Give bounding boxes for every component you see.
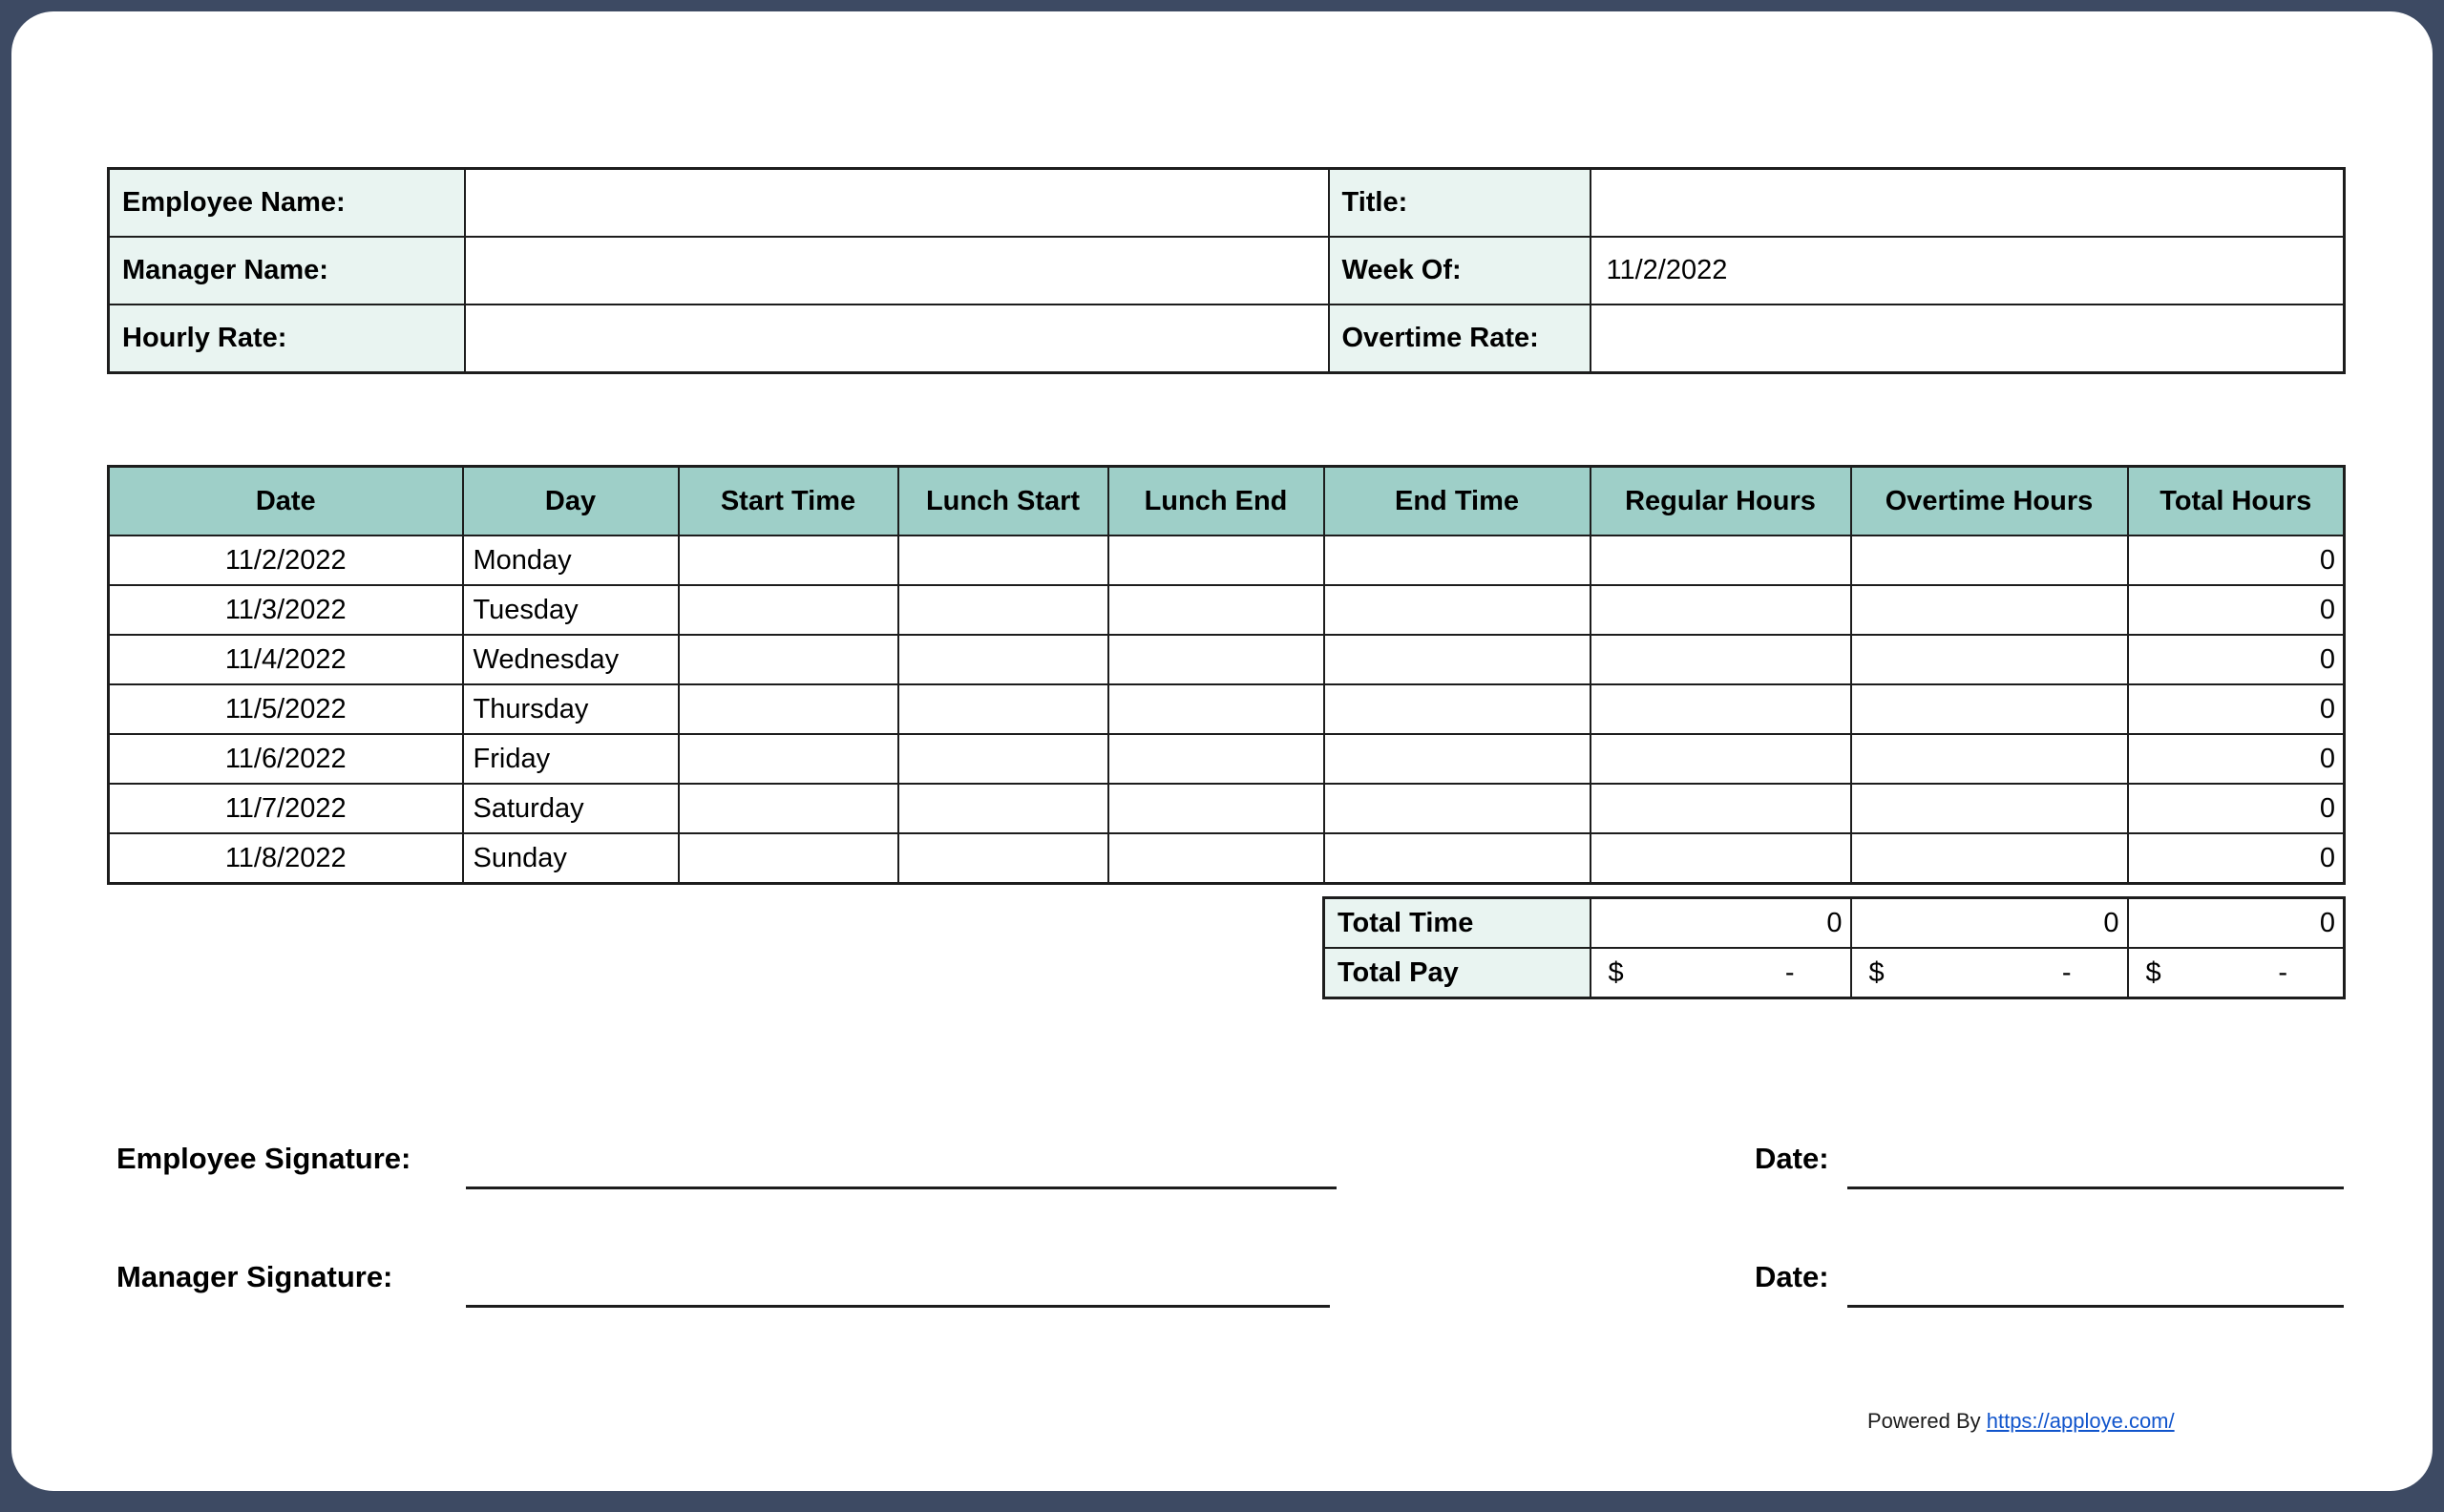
cell-day: Thursday bbox=[463, 684, 679, 734]
cell-regular-hours[interactable] bbox=[1591, 734, 1851, 784]
cell-lunch-end[interactable] bbox=[1108, 635, 1324, 684]
hourly-rate-value-cell[interactable] bbox=[465, 304, 1329, 373]
title-label: Title: bbox=[1329, 169, 1591, 238]
cell-date: 11/4/2022 bbox=[109, 635, 463, 684]
header-overtime-hours: Overtime Hours bbox=[1851, 467, 2128, 536]
cell-overtime-hours[interactable] bbox=[1851, 585, 2128, 635]
cell-lunch-start[interactable] bbox=[898, 684, 1108, 734]
total-pay-label: Total Pay bbox=[1324, 948, 1591, 998]
cell-regular-hours[interactable] bbox=[1591, 536, 1851, 585]
cell-date: 11/2/2022 bbox=[109, 536, 463, 585]
powered-by-text: Powered By bbox=[1867, 1409, 1987, 1433]
week-of-label: Week Of: bbox=[1329, 237, 1591, 304]
employee-signature-label: Employee Signature: bbox=[116, 1142, 411, 1175]
cell-end-time[interactable] bbox=[1324, 585, 1591, 635]
cell-total-hours: 0 bbox=[2128, 734, 2345, 784]
cell-overtime-hours[interactable] bbox=[1851, 734, 2128, 784]
cell-start-time[interactable] bbox=[679, 734, 898, 784]
cell-total-hours: 0 bbox=[2128, 635, 2345, 684]
cell-regular-hours[interactable] bbox=[1591, 784, 1851, 833]
cell-end-time[interactable] bbox=[1324, 833, 1591, 884]
cell-lunch-start[interactable] bbox=[898, 585, 1108, 635]
apploye-link[interactable]: https://apploye.com/ bbox=[1986, 1409, 2175, 1433]
cell-end-time[interactable] bbox=[1324, 536, 1591, 585]
total-pay-row bbox=[1324, 948, 2345, 998]
header-day: Day bbox=[463, 467, 679, 536]
total-pay-regular bbox=[1591, 948, 1851, 998]
cell-regular-hours[interactable] bbox=[1591, 635, 1851, 684]
cell-total-hours: 0 bbox=[2128, 684, 2345, 734]
cell-date: 11/5/2022 bbox=[109, 684, 463, 734]
cell-date: 11/7/2022 bbox=[109, 784, 463, 833]
manager-date-label: Date: bbox=[1755, 1260, 1829, 1293]
timesheet-row bbox=[109, 684, 2345, 734]
cell-start-time[interactable] bbox=[679, 833, 898, 884]
cell-start-time[interactable] bbox=[679, 635, 898, 684]
cell-total-hours: 0 bbox=[2128, 536, 2345, 585]
total-time-overtime: 0 bbox=[1851, 898, 2128, 949]
employee-date-line[interactable] bbox=[1847, 1186, 2344, 1189]
header-date: Date bbox=[109, 467, 463, 536]
cell-start-time[interactable] bbox=[679, 784, 898, 833]
manager-date-line[interactable] bbox=[1847, 1305, 2344, 1308]
cell-lunch-end[interactable] bbox=[1108, 536, 1324, 585]
cell-lunch-end[interactable] bbox=[1108, 784, 1324, 833]
timesheet-row bbox=[109, 635, 2345, 684]
cell-total-hours: 0 bbox=[2128, 784, 2345, 833]
total-time-total: 0 bbox=[2128, 898, 2345, 949]
pay-amount: - bbox=[2061, 956, 2072, 988]
cell-lunch-start[interactable] bbox=[898, 784, 1108, 833]
document-card bbox=[11, 11, 2433, 1491]
manager-name-label: Manager Name: bbox=[109, 237, 465, 304]
pay-amount: - bbox=[2278, 956, 2287, 988]
cell-start-time[interactable] bbox=[679, 536, 898, 585]
cell-total-hours: 0 bbox=[2128, 585, 2345, 635]
cell-date: 11/6/2022 bbox=[109, 734, 463, 784]
cell-total-hours: 0 bbox=[2128, 833, 2345, 884]
timesheet-row bbox=[109, 833, 2345, 884]
pay-amount: - bbox=[1784, 956, 1795, 988]
timesheet-table bbox=[107, 465, 2346, 885]
employee-date-label: Date: bbox=[1755, 1142, 1829, 1175]
header-lunch-start: Lunch Start bbox=[898, 467, 1108, 536]
cell-lunch-start[interactable] bbox=[898, 734, 1108, 784]
cell-overtime-hours[interactable] bbox=[1851, 784, 2128, 833]
cell-overtime-hours[interactable] bbox=[1851, 684, 2128, 734]
header-regular-hours: Regular Hours bbox=[1591, 467, 1851, 536]
header-lunch-end: Lunch End bbox=[1108, 467, 1324, 536]
hourly-rate-label: Hourly Rate: bbox=[109, 304, 465, 373]
totals-table bbox=[1322, 896, 2346, 999]
cell-lunch-end[interactable] bbox=[1108, 734, 1324, 784]
total-time-regular: 0 bbox=[1591, 898, 1851, 949]
cell-overtime-hours[interactable] bbox=[1851, 635, 2128, 684]
employee-info-table bbox=[107, 167, 2346, 374]
manager-name-value-cell[interactable] bbox=[465, 237, 1329, 304]
cell-end-time[interactable] bbox=[1324, 684, 1591, 734]
cell-end-time[interactable] bbox=[1324, 635, 1591, 684]
week-of-value-cell[interactable]: 11/2/2022 bbox=[1591, 237, 2345, 304]
total-pay-overtime bbox=[1851, 948, 2128, 998]
cell-date: 11/8/2022 bbox=[109, 833, 463, 884]
info-row-2 bbox=[109, 237, 2345, 304]
employee-name-value-cell[interactable] bbox=[465, 169, 1329, 238]
employee-signature-line[interactable] bbox=[466, 1186, 1337, 1189]
manager-signature-line[interactable] bbox=[466, 1305, 1330, 1308]
cell-day: Sunday bbox=[463, 833, 679, 884]
footer bbox=[1867, 1409, 2175, 1434]
cell-overtime-hours[interactable] bbox=[1851, 833, 2128, 884]
timesheet-row bbox=[109, 536, 2345, 585]
total-time-label: Total Time bbox=[1324, 898, 1591, 949]
cell-day: Tuesday bbox=[463, 585, 679, 635]
cell-regular-hours[interactable] bbox=[1591, 684, 1851, 734]
info-row-1 bbox=[109, 169, 2345, 238]
cell-regular-hours[interactable] bbox=[1591, 833, 1851, 884]
cell-lunch-start[interactable] bbox=[898, 635, 1108, 684]
cell-end-time[interactable] bbox=[1324, 784, 1591, 833]
total-pay-total bbox=[2128, 948, 2345, 998]
overtime-rate-label: Overtime Rate: bbox=[1329, 304, 1591, 373]
timesheet-header-row bbox=[109, 467, 2345, 536]
title-value-cell[interactable] bbox=[1591, 169, 2345, 238]
cell-date: 11/3/2022 bbox=[109, 585, 463, 635]
currency-symbol: $ bbox=[1868, 956, 1885, 988]
cell-lunch-end[interactable] bbox=[1108, 833, 1324, 884]
header-total-hours: Total Hours bbox=[2128, 467, 2345, 536]
currency-symbol: $ bbox=[1608, 956, 1624, 988]
cell-day: Monday bbox=[463, 536, 679, 585]
cell-day: Wednesday bbox=[463, 635, 679, 684]
cell-start-time[interactable] bbox=[679, 585, 898, 635]
timesheet-row bbox=[109, 784, 2345, 833]
manager-signature-label: Manager Signature: bbox=[116, 1260, 393, 1293]
employee-name-label: Employee Name: bbox=[109, 169, 465, 238]
cell-lunch-end[interactable] bbox=[1108, 684, 1324, 734]
cell-day: Friday bbox=[463, 734, 679, 784]
overtime-rate-value-cell[interactable] bbox=[1591, 304, 2345, 373]
cell-regular-hours[interactable] bbox=[1591, 585, 1851, 635]
timesheet-row bbox=[109, 734, 2345, 784]
cell-start-time[interactable] bbox=[679, 684, 898, 734]
total-time-row bbox=[1324, 898, 2345, 949]
cell-lunch-end[interactable] bbox=[1108, 585, 1324, 635]
header-start-time: Start Time bbox=[679, 467, 898, 536]
cell-end-time[interactable] bbox=[1324, 734, 1591, 784]
header-end-time: End Time bbox=[1324, 467, 1591, 536]
timesheet-row bbox=[109, 585, 2345, 635]
cell-day: Saturday bbox=[463, 784, 679, 833]
info-row-3 bbox=[109, 304, 2345, 373]
currency-symbol: $ bbox=[2145, 956, 2161, 988]
cell-overtime-hours[interactable] bbox=[1851, 536, 2128, 585]
cell-lunch-start[interactable] bbox=[898, 833, 1108, 884]
cell-lunch-start[interactable] bbox=[898, 536, 1108, 585]
